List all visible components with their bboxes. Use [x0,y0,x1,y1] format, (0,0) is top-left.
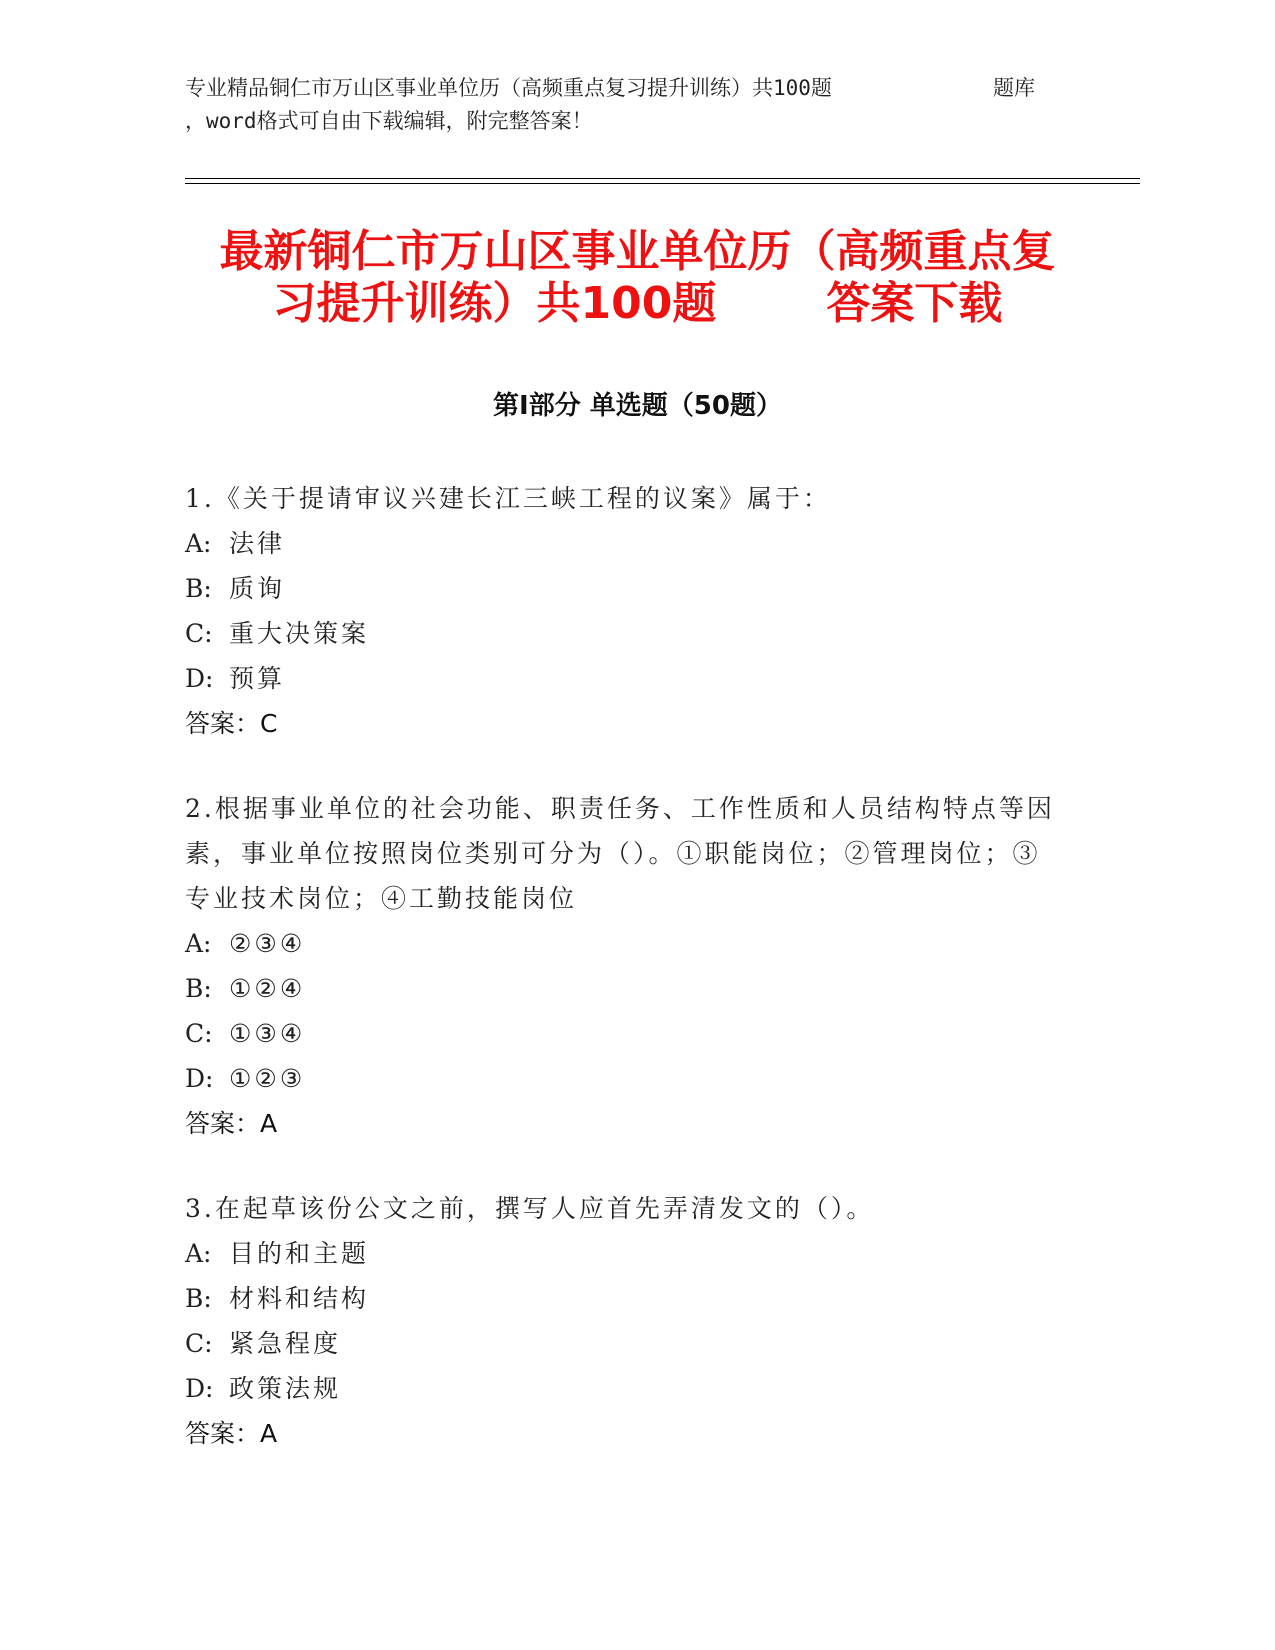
header-tag: 题库 [993,76,1035,100]
option-letter: D: [185,1064,214,1093]
option-b [185,1276,1065,1321]
option-a [185,921,1065,966]
title-line-2-right: 答案下载 [826,278,1003,329]
question-2 [185,786,1065,1146]
option-text: 重大决策案 [229,619,370,648]
option-letter: B: [185,974,212,1003]
question-3 [185,1186,1065,1456]
option-letter: A: [185,1239,212,1268]
option-a [185,1231,1065,1276]
option-letter: A: [185,529,212,558]
option-text: ②③④ [229,929,306,958]
option-letter: D: [185,664,214,693]
option-text: ①②④ [229,974,306,1003]
option-text: 预算 [229,664,286,693]
answer: 答案：A [185,1419,278,1448]
option-letter: C: [185,1329,213,1358]
option-letter: B: [185,1284,212,1313]
option-c [185,1011,1065,1056]
question-list [185,476,1065,1496]
option-letter: C: [185,1019,213,1048]
option-c [185,1321,1065,1366]
option-text: 紧急程度 [229,1329,342,1358]
option-text: 质询 [229,574,286,603]
header-rule-bottom [185,183,1140,184]
option-text: 政策法规 [229,1374,342,1403]
option-a [185,521,1065,566]
question-stem: 1.《关于提请审议兴建长江三峡工程的议案》属于： [185,484,831,513]
question-stem: 3.在起草该份公文之前，撰写人应首先弄清发文的（）。 [185,1194,875,1223]
option-letter: D: [185,1374,214,1403]
option-text: 材料和结构 [229,1284,370,1313]
option-letter: B: [185,574,212,603]
header-text: 专业精品铜仁市万山区事业单位历（高频重点复习提升训练）共100题 [185,76,832,100]
option-text: 法律 [229,529,286,558]
header-text-line2: ，word格式可自由下载编辑，附完整答案！ [185,109,593,133]
option-d [185,656,1065,701]
option-b [185,966,1065,1011]
section-title: 第Ⅰ部分 单选题（50题） [493,391,782,421]
title-line-2 [150,278,1125,330]
document-title [150,226,1125,330]
answer: 答案：C [185,709,278,738]
option-d [185,1366,1065,1411]
page-header [185,72,1095,138]
option-text: ①③④ [229,1019,306,1048]
title-line-1: 最新铜仁市万山区事业单位历（高频重点复 [219,226,1056,277]
option-letter: C: [185,619,213,648]
question-stem: 2.根据事业单位的社会功能、职责任务、工作性质和人员结构特点等因素，事业单位按照岗位类别可分为（）。①职能岗位；②管理岗位；③专业技术岗位；④工勤技能岗位 [185,794,1055,913]
option-letter: A: [185,929,212,958]
option-text: 目的和主题 [229,1239,370,1268]
answer: 答案：A [185,1109,278,1138]
option-text: ①②③ [229,1064,306,1093]
title-line-2-left: 习提升训练）共100题 [272,278,717,329]
question-1 [185,476,1065,746]
header-rule-top [185,178,1140,179]
option-c [185,611,1065,656]
option-b [185,566,1065,611]
option-d [185,1056,1065,1101]
